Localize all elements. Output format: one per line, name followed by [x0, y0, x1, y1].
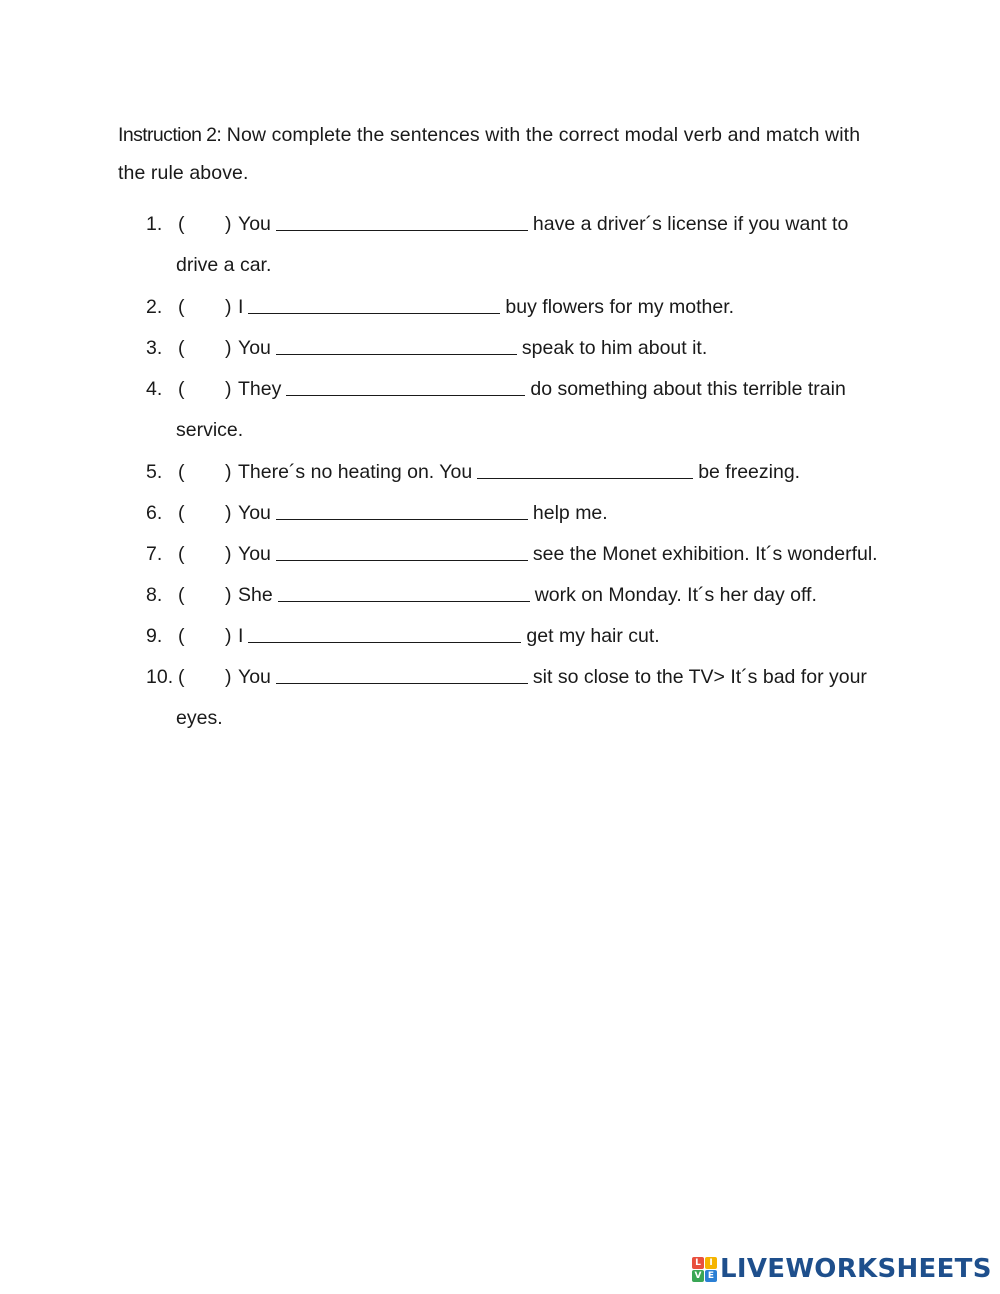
sentence-end: buy flowers for my mother.	[505, 296, 735, 318]
sentence-start: They	[238, 378, 282, 400]
sentence-start: You	[238, 502, 271, 524]
sentence-start: She	[238, 584, 273, 606]
sentence-start: There´s no heating on. You	[238, 461, 473, 483]
item-number: 6.	[146, 502, 163, 524]
logo-mark-icon: L I V E	[692, 1257, 717, 1282]
sentence-end: sit so close to the TV> It´s bad for your	[532, 666, 867, 688]
sentence-start: I	[238, 625, 244, 647]
instruction-text: Now complete the sentences with the correct modal verb and match with the rule above.	[118, 124, 861, 184]
answer-blank[interactable]	[276, 335, 517, 355]
answer-blank[interactable]	[276, 541, 528, 561]
sentence-end: help me.	[532, 502, 608, 524]
sentence-end: have a driver´s license if you want to	[532, 213, 849, 235]
answer-blank[interactable]	[248, 623, 521, 643]
sentence-start: You	[238, 337, 271, 359]
item-number: 9.	[146, 625, 163, 647]
liveworksheets-logo[interactable]	[692, 1252, 992, 1286]
item-number: 3.	[146, 337, 163, 359]
sentence-continuation: service.	[176, 419, 244, 441]
item-number: 7.	[146, 543, 163, 565]
answer-blank[interactable]	[248, 294, 500, 314]
item-number: 1.	[146, 213, 163, 235]
logo-text: LIVEWORKSHEETS	[720, 1254, 992, 1284]
item-number: 2.	[146, 296, 163, 318]
sentence-start: I	[238, 296, 244, 318]
item-number: 8.	[146, 584, 163, 606]
answer-blank[interactable]	[276, 211, 528, 231]
worksheet-page: Instruction 2: Now complete the sentences with the correct modal verb and match with the rule above. 1. ( ) You have a driver´s license if you want to drive a car. 2. ( ) I buy flowers for my mother. 3. ( ) You speak to him about it. 4. ( ) They do something about this terrible train service. 5. ( ) There´s no heating on. You be freezing. 6. ( ) You help me. 7. ( ) You see the Monet exhibition. It´s wonderful. 8. ( ) She work on Monday. It´s her day off. 9. ( ) I get my hair cut. 10. ( ) You sit so close to the TV> It´s bad for your eyes. L I V E LIVEWORKSHEETS	[0, 0, 1000, 1294]
item-number: 10.	[146, 666, 174, 688]
sentence-start: You	[238, 213, 271, 235]
item-number: 4.	[146, 378, 163, 400]
sentence-end: work on Monday. It´s her day off.	[534, 584, 817, 606]
answer-blank[interactable]	[276, 500, 528, 520]
answer-blank[interactable]	[286, 376, 525, 396]
sentence-continuation: drive a car.	[176, 254, 272, 276]
sentence-continuation: eyes.	[176, 707, 223, 729]
answer-blank[interactable]	[276, 664, 528, 684]
sentence-end: speak to him about it.	[521, 337, 708, 359]
sentence-end: see the Monet exhibition. It´s wonderful.	[532, 543, 878, 565]
instruction-label: Instruction 2:	[118, 124, 222, 146]
sentence-end: be freezing.	[698, 461, 801, 483]
instruction	[118, 116, 888, 192]
item-number: 5.	[146, 461, 163, 483]
sentence-start: You	[238, 666, 271, 688]
sentence-end: do something about this terrible train	[530, 378, 846, 400]
answer-blank[interactable]	[477, 459, 693, 479]
answer-blank[interactable]	[278, 582, 530, 602]
sentence-end: get my hair cut.	[526, 625, 660, 647]
sentence-start: You	[238, 543, 271, 565]
